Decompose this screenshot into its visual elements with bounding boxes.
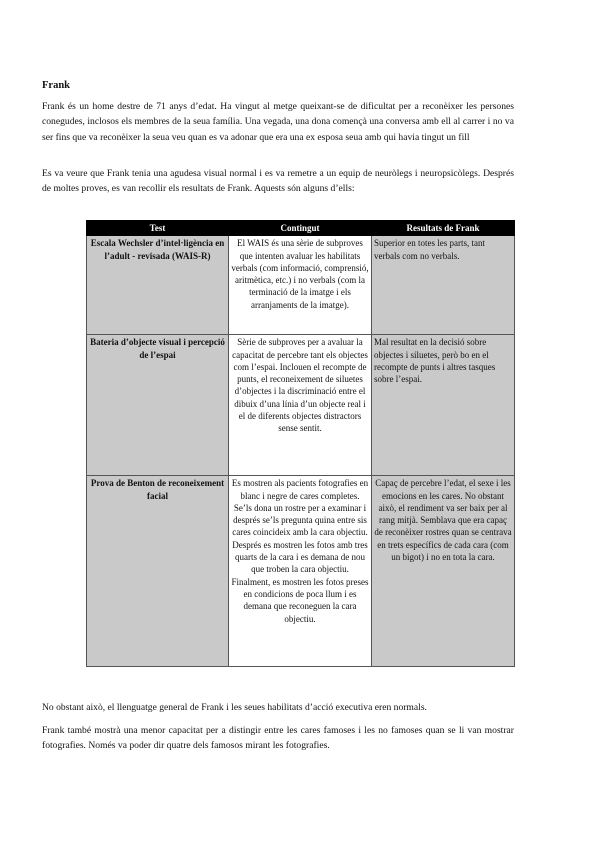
document-title: Frank bbox=[42, 80, 71, 91]
table-header-row bbox=[87, 221, 515, 236]
cell-test-result: Superior en totes les parts, tant verbals com no verbals. bbox=[372, 236, 515, 335]
table-row bbox=[87, 335, 515, 476]
table-row bbox=[87, 236, 515, 335]
cell-test-name: Bateria d’objecte visual i percepció de l’espai bbox=[87, 335, 229, 476]
cell-test-content: Sèrie de subproves per a avaluar la capacitat de percebre tant els objectes com l’espai. Inclouen el recompte de punts, el reconeixement de siluetes d’objectes i la discriminació entre el dibuix d’una línia d’un objecte real i el de diferents objectes distractors sense sentit. bbox=[229, 335, 372, 476]
cell-test-name: Prova de Benton de reconeixement facial bbox=[87, 476, 229, 667]
header-test: Test bbox=[87, 221, 229, 236]
famous-faces-paragraph: Frank també mostrà una menor capacitat per a distingir entre les cares famoses i les no famoses quan se li van mostrar fotografies. Només va poder dir quatre dels famosos mirant les fotografies. bbox=[42, 725, 514, 752]
results-table bbox=[86, 220, 515, 667]
header-content: Contingut bbox=[229, 221, 372, 236]
language-paragraph: No obstant això, el llenguatge general de Frank i les seues habilitats d’acció executiva eren normals. bbox=[42, 702, 427, 713]
header-results: Resultats de Frank bbox=[372, 221, 515, 236]
cell-test-content: Es mostren als pacients fotografies en blanc i negre de cares completes. Se’ls dona un rostre per a examinar i després se’ls pregunta quina entre sis cares coincideix amb la cara objectiu. Després es mostren les fotos amb tres quarts de la cara i es demana de nou que troben la cara objectiu. Finalment, es mostren les fotos preses en condicions de poca llum i es demana que reconeguen la cara objectiu. bbox=[229, 476, 372, 667]
table-row bbox=[87, 476, 515, 667]
cell-test-result: Capaç de percebre l’edat, el sexe i les emocions en les cares. No obstant això, el rendiment va ser baix per al rang mitjà. Semblava que era capaç de reconèixer rostres quan se centrava en trets específics de cada cara (com un bigot) i no en tota la cara. bbox=[372, 476, 515, 667]
intro-paragraph: Frank és un home destre de 71 anys d’edat. Ha vingut al metge queixant-se de dificultat per a reconèixer les persones conegudes, inclosos els membres de la seua família. Una vegada, una dona començà una conversa amb ell al carrer i no va ser fins que va reconèixer la seua veu quan es va adonar que era una ex esposa seua amb qui havia tingut un fill bbox=[42, 101, 514, 143]
cell-test-content: El WAIS és una sèrie de subproves que intenten avaluar les habilitats verbals (com informació, comprensió, aritmètica, etc.) i no verbals (com la terminació de la imatge i els arranjaments de la imatge). bbox=[229, 236, 372, 335]
cell-test-result: Mal resultat en la decisió sobre objectes i siluetes, però bo en el recompte de punts i altres tasques sobre l’espai. bbox=[372, 335, 515, 476]
cell-test-name: Escala Wechsler d’intel·ligència en l’adult - revisada (WAIS-R) bbox=[87, 236, 229, 335]
results-intro-paragraph: Es va veure que Frank tenia una agudesa visual normal i es va remetre a un equip de neuròlegs i neuropsicòlegs. Després de moltes proves, es van recollir els resultats de Frank. Aquests són alguns d’ells: bbox=[42, 168, 514, 195]
